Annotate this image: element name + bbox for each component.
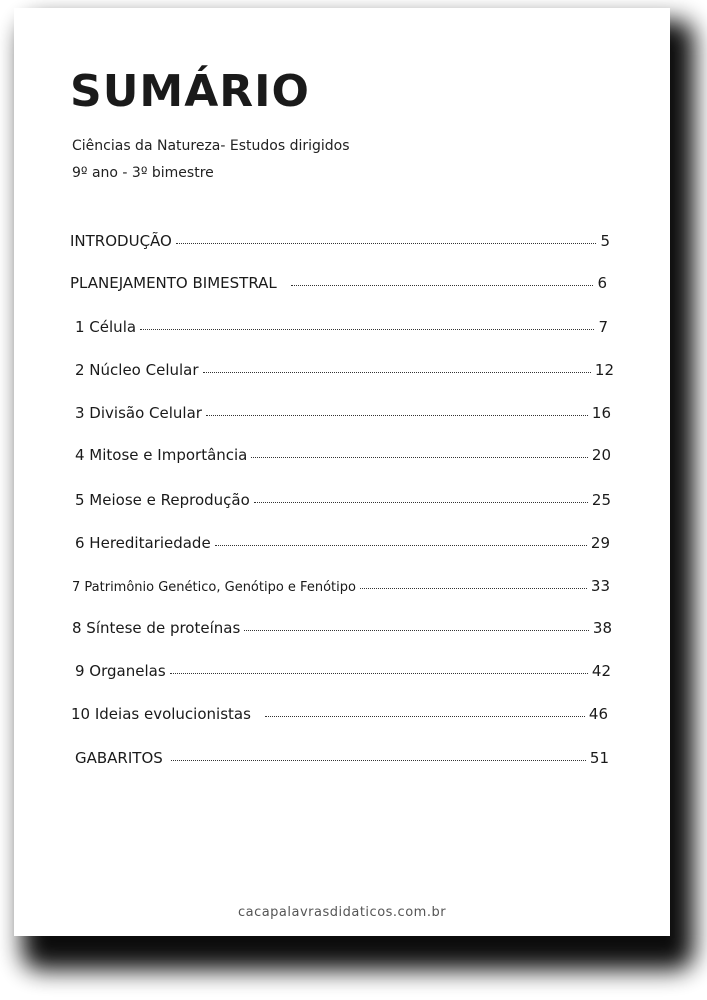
page-title: SUMÁRIO	[70, 66, 310, 117]
toc-item-nucleo-celular[interactable]	[75, 363, 614, 378]
toc-leader-dots	[265, 716, 585, 717]
toc-item-celula[interactable]	[75, 320, 608, 335]
toc-item-label: 4 Mitose e Importância	[75, 446, 248, 464]
toc-item-page: 25	[591, 491, 611, 509]
toc-leader-dots	[140, 329, 594, 330]
toc-item-label: 8 Síntese de proteínas	[72, 619, 241, 637]
subtitle-subject: Ciências da Natureza- Estudos dirigidos	[72, 138, 350, 154]
toc-item-label: 1 Célula	[75, 318, 137, 336]
toc-item-patrimonio-genetico[interactable]	[72, 579, 610, 594]
toc-item-meiose[interactable]	[75, 493, 611, 508]
toc-leader-dots	[360, 588, 587, 589]
toc-item-label: 7 Patrimônio Genético, Genótipo e Fenótipo	[72, 580, 356, 595]
toc-leader-dots	[254, 502, 588, 503]
toc-item-hereditariedade[interactable]	[75, 536, 610, 551]
toc-leader-dots	[215, 545, 587, 546]
toc-leader-dots	[291, 285, 594, 286]
toc-item-label: 6 Hereditariedade	[75, 534, 211, 552]
toc-leader-dots	[176, 243, 597, 244]
toc-item-label: 5 Meiose e Reprodução	[75, 491, 250, 509]
toc-item-page: 12	[594, 361, 614, 379]
toc-item-page: 38	[592, 619, 612, 637]
toc-item-page: 33	[590, 577, 610, 595]
toc-item-planejamento[interactable]	[70, 276, 607, 291]
toc-item-organelas[interactable]	[75, 664, 611, 679]
toc-item-page: 6	[597, 274, 607, 292]
toc-item-page: 20	[591, 446, 611, 464]
toc-item-divisao-celular[interactable]	[75, 406, 611, 421]
toc-item-ideias-evolucionistas[interactable]	[71, 707, 608, 722]
toc-item-label: INTRODUÇÃO	[70, 232, 172, 250]
toc-leader-dots	[251, 457, 588, 458]
toc-item-label: 3 Divisão Celular	[75, 404, 202, 422]
toc-item-sintese-proteinas[interactable]	[72, 621, 612, 636]
toc-item-mitose[interactable]	[75, 448, 611, 463]
toc-item-page: 7	[598, 318, 608, 336]
toc-item-label: 9 Organelas	[75, 662, 166, 680]
toc-item-gabaritos[interactable]	[75, 751, 609, 766]
toc-item-label: 2 Núcleo Celular	[75, 361, 199, 379]
toc-item-page: 5	[600, 232, 610, 250]
toc-item-label: 10 Ideias evolucionistas	[71, 705, 251, 723]
toc-leader-dots	[203, 372, 591, 373]
toc-leader-dots	[170, 673, 588, 674]
toc-item-introducao[interactable]	[70, 234, 610, 249]
toc-item-page: 46	[588, 705, 608, 723]
footer-website: cacapalavrasdidaticos.com.br	[237, 905, 447, 920]
toc-item-page: 29	[590, 534, 610, 552]
toc-leader-dots	[171, 760, 586, 761]
toc-item-label: PLANEJAMENTO BIMESTRAL	[70, 274, 277, 292]
toc-leader-dots	[244, 630, 589, 631]
toc-item-page: 42	[591, 662, 611, 680]
toc-item-page: 16	[591, 404, 611, 422]
subtitle-grade: 9º ano - 3º bimestre	[72, 165, 214, 181]
document-page	[14, 8, 670, 936]
toc-item-page: 51	[589, 749, 609, 767]
toc-leader-dots	[206, 415, 588, 416]
toc-item-label: GABARITOS	[75, 749, 163, 767]
